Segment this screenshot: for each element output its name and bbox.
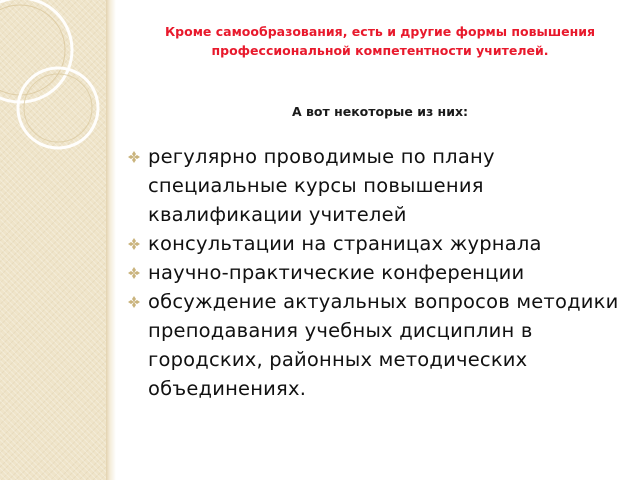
slide-subtitle: А вот некоторые из них:	[291, 104, 469, 119]
bullet-diamond-icon	[128, 296, 140, 308]
bullet-text: регулярно проводимые по плану специальные курсы повышения квалификации учителей	[148, 145, 495, 226]
bullet-diamond-icon	[128, 151, 140, 163]
bullet-item	[128, 142, 628, 229]
bullet-item	[128, 229, 628, 258]
bullet-item	[128, 258, 628, 287]
bullet-diamond-icon	[128, 267, 140, 279]
bullet-text: консультации на страницах журнала	[148, 232, 542, 255]
rings-decoration-icon	[0, 0, 140, 160]
bullet-diamond-icon	[128, 238, 140, 250]
bullet-list	[128, 142, 628, 403]
bullet-item	[128, 287, 628, 403]
bullet-text: научно-практические конференции	[148, 261, 525, 284]
bullet-text: обсуждение актуальных вопросов методики преподавания учебных дисциплин в городских, районных методических объединениях.	[148, 290, 619, 400]
slide-title: Кроме самообразования, есть и другие формы повышения профессиональной компетентности учителей.	[164, 24, 596, 58]
